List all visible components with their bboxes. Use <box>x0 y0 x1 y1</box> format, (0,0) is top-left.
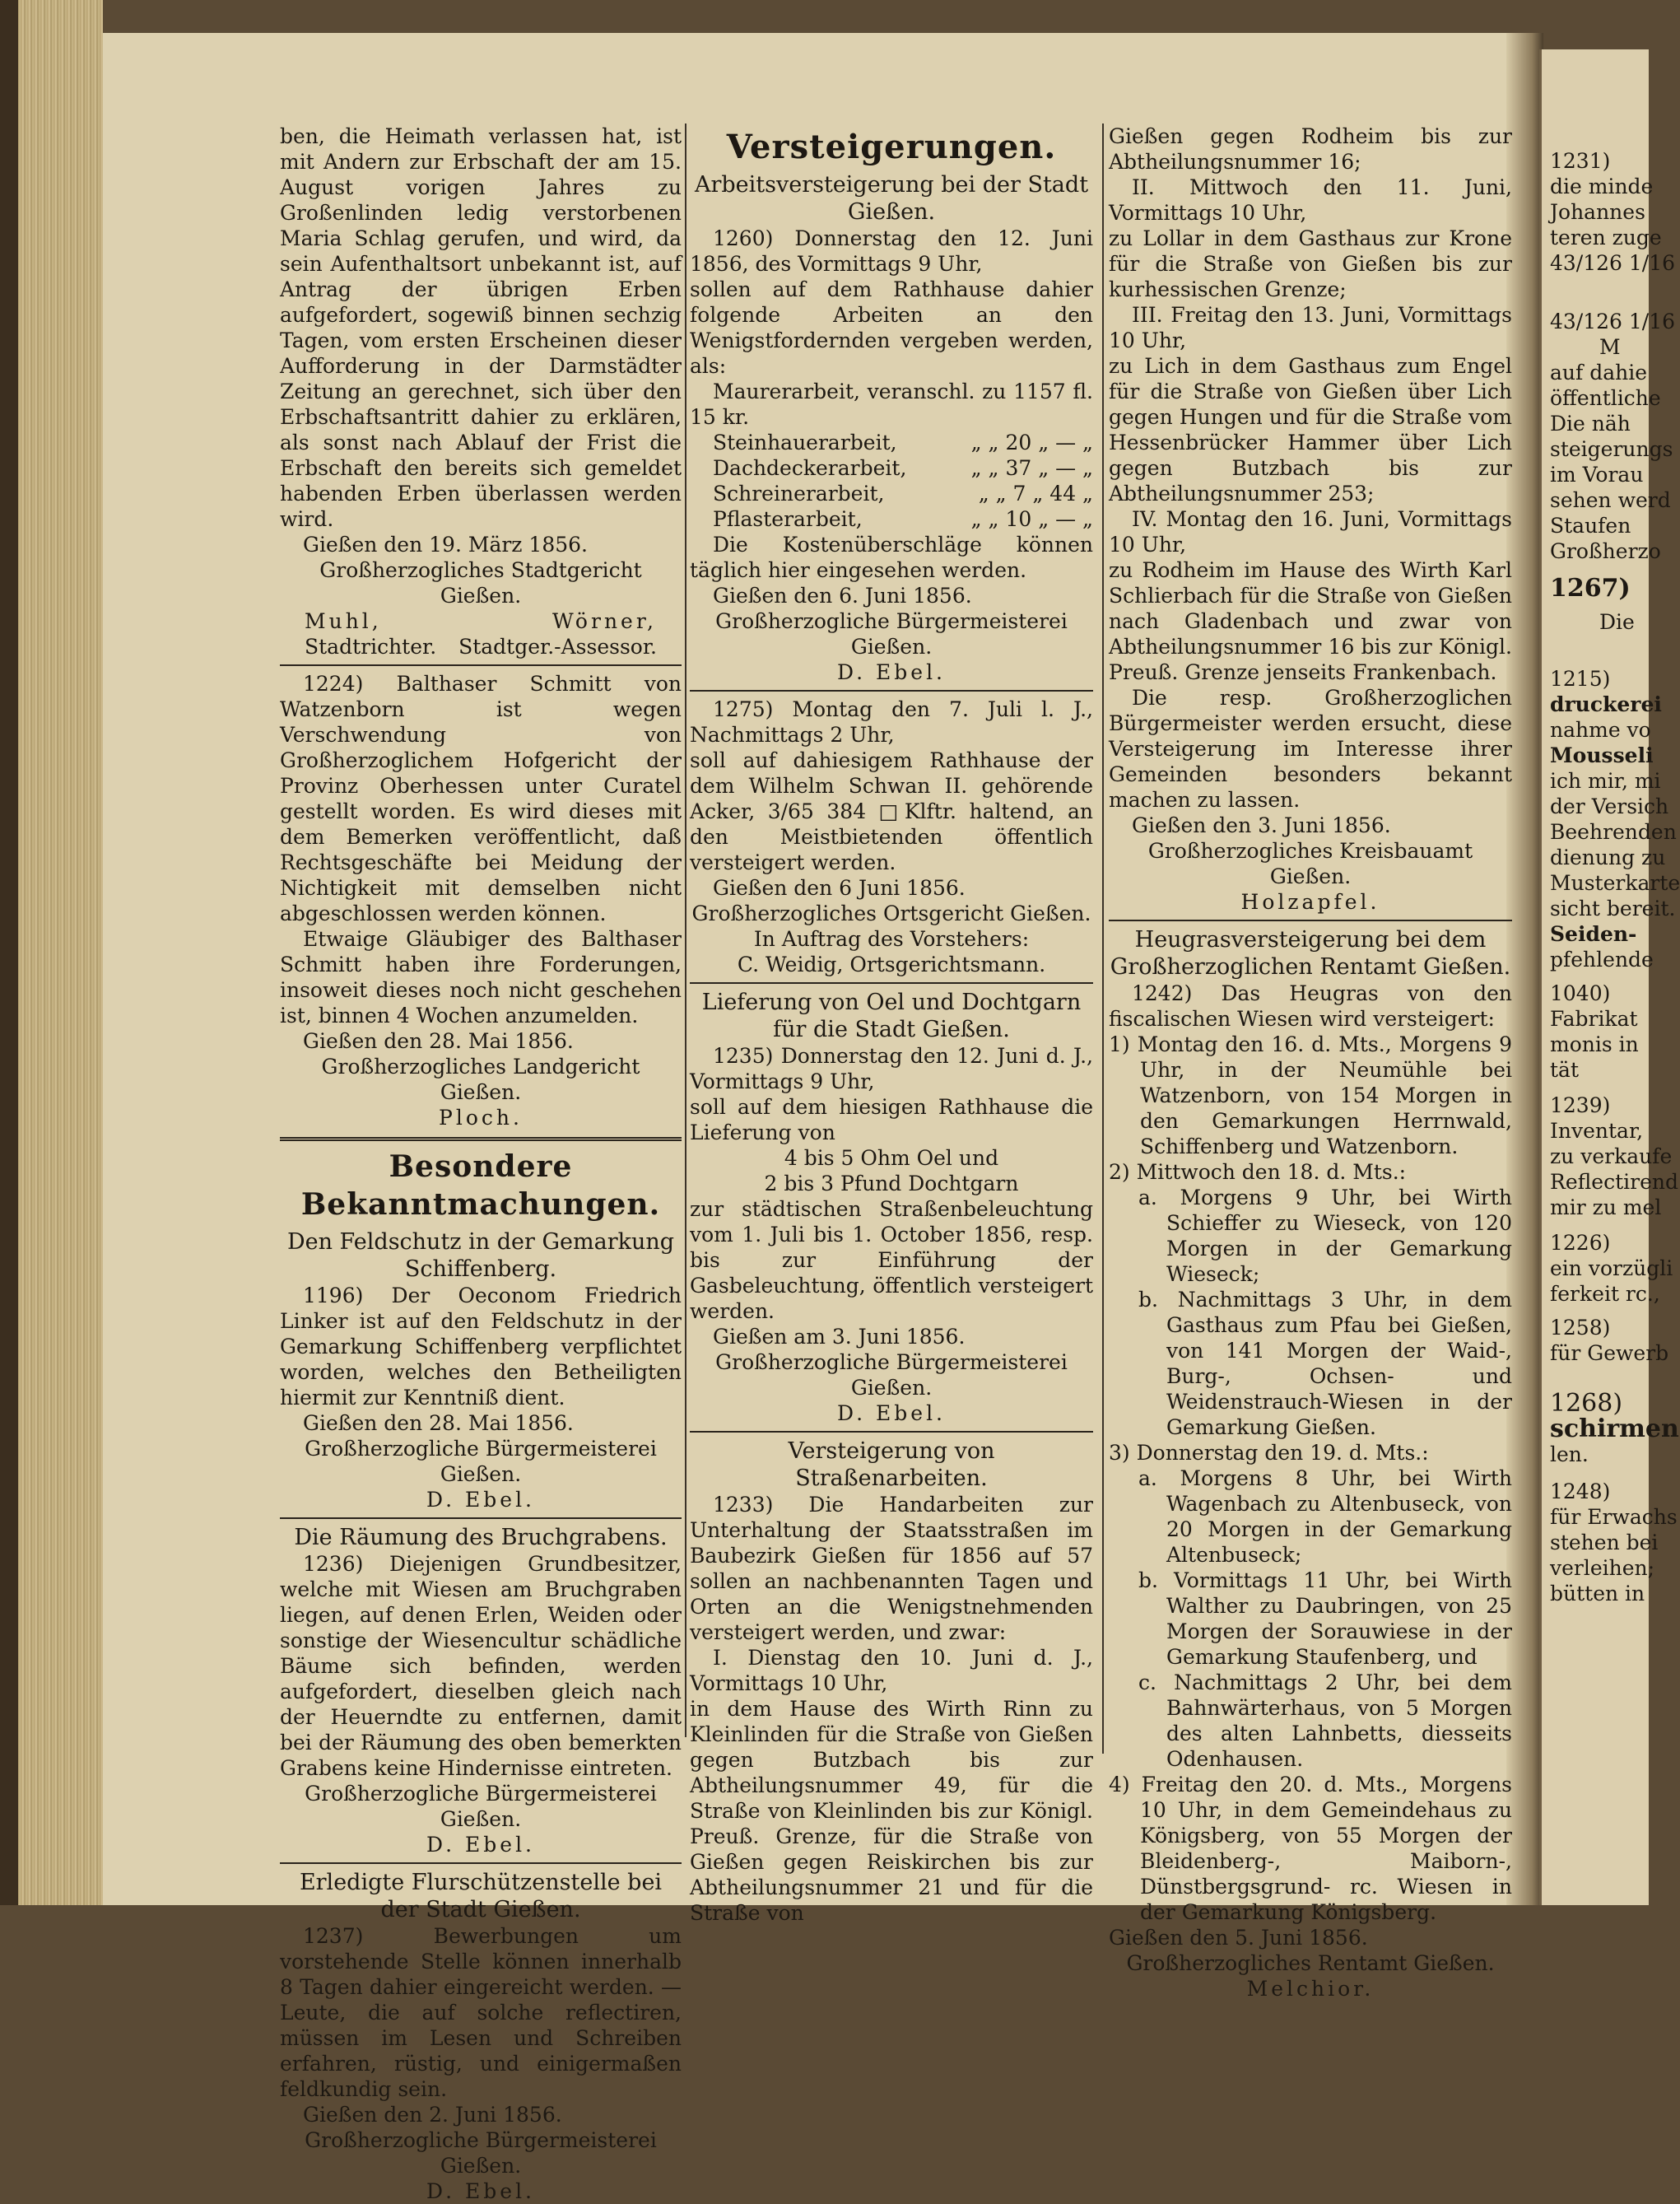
cost-row: Maurerarbeit, veranschl. zu 1157 fl. 15 kr. <box>690 380 1093 429</box>
text-line: auf dahie <box>1550 361 1648 384</box>
notice-text: III. Freitag den 13. Juni, Vormittags 10 Uhr, <box>1109 303 1512 352</box>
notice-date: Gießen den 6 Juni 1856. <box>713 876 966 900</box>
divider <box>1109 920 1512 921</box>
section-heading: Versteigerungen. <box>726 128 1057 166</box>
text-line: 43/126 1/16 <box>1550 251 1676 275</box>
notice-text: 1233) Die Handarbeiten zur Unterhaltung der Staatsstraßen im Baubezirk Gießen für 1856 auf 57 sollen an nachbenannten Tagen und Orten an die Wenigstnehmenden versteigert werden, und zwar: <box>690 1493 1093 1644</box>
notice-text: 1242) Das Heugras von den fiscalischen Wiesen wird versteigert: <box>1109 981 1512 1031</box>
notice-date: Gießen den 3. Juni 1856. <box>1132 813 1391 837</box>
cost-value: „ „ 7 „ 44 „ <box>978 482 1093 506</box>
divider <box>280 664 682 666</box>
text-line: 1231) <box>1550 149 1611 173</box>
notice-authority: Großherzogliche Bürgermeisterei Gießen. <box>305 1782 657 1831</box>
cost-label: Pflasterarbeit, <box>713 507 863 531</box>
text-line: 1268) <box>1550 1389 1623 1418</box>
text-line: 1239) <box>1550 1093 1611 1117</box>
notice-text: in dem Hause des Wirth Rinn zu Kleinlinden für die Straße von Gießen gegen Butzbach bis zur Abtheilungsnummer 49, für die Straße von Kleinlinden bis zur Königl. Preuß. Grenze, für die Straße von Gießen gegen Reiskirchen bis zur Abtheilungsnummer 21 und für die Straße von <box>690 1697 1093 1925</box>
notice-title: Die Räumung des Bruchgrabens. <box>294 1525 668 1550</box>
text-line: im Vorau <box>1550 463 1644 487</box>
text-line: 1040) <box>1550 981 1611 1005</box>
signature: D. Ebel. <box>426 1833 536 1857</box>
text-line: 1226) <box>1550 1231 1611 1255</box>
notice-date: Gießen den 19. März 1856. <box>303 533 588 557</box>
notice-text: Die resp. Großherzoglichen Bürgermeister werden ersucht, diese Versteigerung im Interesse ihrer Gemeinden besonders bekannt machen zu lassen. <box>1109 686 1512 812</box>
signature: C. Weidig, Ortsgerichtsmann. <box>737 953 1046 976</box>
text-line: 1258) <box>1550 1316 1611 1340</box>
list-item: a. Morgens 8 Uhr, bei Wirth Wagenbach zu Altenbuseck, von 20 Morgen in der Gemarkung Altenbuseck; <box>1138 1466 1512 1567</box>
divider <box>690 982 1093 984</box>
list-item: 4 bis 5 Ohm Oel und <box>784 1146 999 1170</box>
list-item: 1) Montag den 16. d. Mts., Morgens 9 Uhr, in der Neumühle bei Watzenborn, von 154 Morgen in den Gemarkungen Herrnwald, Schiffenberg und Watzenborn. <box>1109 1032 1512 1158</box>
text-line: len. <box>1550 1442 1589 1466</box>
list-item: b. Vormittags 11 Uhr, bei Wirth Walther zu Daubringen, von 25 Morgen der Sorauwiese in der Gemarkung Staufenberg, und <box>1138 1568 1512 1669</box>
signature-title: Stadtger.-Assessor. <box>458 635 657 659</box>
notice-text: Die Kostenüberschläge können täglich hier eingesehen werden. <box>690 533 1093 582</box>
text-line: Seiden- <box>1550 922 1637 946</box>
notice-text: 1224) Balthaser Schmitt von Watzenborn ist wegen Verschwendung von Großherzoglichem Hofgericht der Provinz Oberhessen unter Curatel gestellt worden. Es wird dieses mit dem Bemerken veröffentlicht, daß Rechtsgeschäfte bei Meidung der Nichtigkeit mit demselben nicht abgeschlossen werden können. <box>280 672 682 925</box>
text-line: ferkeit rc., <box>1550 1282 1660 1306</box>
notice-text: 1275) Montag den 7. Juli l. J., Nachmittags 2 Uhr, <box>690 697 1093 747</box>
text-line: für Gewerb <box>1550 1341 1669 1365</box>
cost-label: Dachdeckerarbeit, <box>713 456 907 480</box>
column-1 <box>280 123 682 2204</box>
signature: Melchior. <box>1246 1977 1375 2001</box>
text-line: steigerungs <box>1550 437 1673 461</box>
notice-date: Gießen den 28. Mai 1856. <box>303 1029 574 1053</box>
list-item: 4) Freitag den 20. d. Mts., Morgens 10 Uhr, in dem Gemeindehaus zu Königsberg, von 55 Morgen der Bleidenberg-, Maiborn-, Dünstbergsgrund- rc. Wiesen in der Gemarkung Königsberg. <box>1109 1773 1512 1924</box>
notice-title: Versteigerung von Straßenarbeiten. <box>788 1438 995 1491</box>
list-item: 2 bis 3 Pfund Dochtgarn <box>764 1172 1019 1195</box>
text-line: Die näh <box>1550 412 1631 436</box>
text-line: die minde <box>1550 175 1654 198</box>
book-cover-edge <box>0 0 18 1905</box>
notice-date: Gießen den 2. Juni 1856. <box>303 2103 562 2127</box>
text-line: Johannes <box>1550 200 1645 224</box>
signature: D. Ebel. <box>836 1401 947 1425</box>
notice-text: I. Dienstag den 10. Juni d. J., Vormittags 10 Uhr, <box>690 1646 1093 1695</box>
text-line: pfehlende <box>1550 948 1654 972</box>
signature: Ploch. <box>439 1106 523 1130</box>
list-item: 2) Mittwoch den 18. d. Mts.: <box>1109 1160 1407 1184</box>
text-line: 43/126 1/16 <box>1550 310 1676 333</box>
notice-text: zu Lollar in dem Gasthaus zur Krone für die Straße von Gießen bis zur kurhessischen Grenze; <box>1109 226 1512 301</box>
list-item: b. Nachmittags 3 Uhr, in dem Gasthaus zum Pfau bei Gießen, von 141 Morgen der Waid-, Burg-, Ochsen- und Weidenstrauch-Wiesen in der Gemarkung Gießen. <box>1138 1288 1512 1439</box>
notice-authority: Großherzogliches Rentamt Gießen. <box>1126 1951 1495 1975</box>
cost-label: Schreinerarbeit, <box>713 482 885 506</box>
text-line: sicht bereit. <box>1550 897 1676 920</box>
cost-label: Steinhauerarbeit, <box>713 431 897 454</box>
signature: D. Ebel. <box>426 1488 536 1512</box>
divider <box>280 1517 682 1519</box>
notice-title: Heugrasversteigerung bei dem Großherzoglichen Rentamt Gießen. <box>1110 927 1511 980</box>
text-line: M <box>1599 335 1621 359</box>
text-line: Musterkarte <box>1550 871 1680 895</box>
notice-text: Etwaige Gläubiger des Balthaser Schmitt haben ihre Forderungen, insoweit dieses noch nicht geschehen ist, binnen 4 Wochen anzumelden. <box>280 927 682 1027</box>
notice-authority: Großherzogliches Kreisbauamt Gießen. <box>1147 839 1473 888</box>
notice-text: zur städtischen Straßenbeleuchtung vom 1. Juli bis 1. October 1856, resp. bis zur Einführung der Gasbeleuchtung, öffentlich versteigert werden. <box>690 1197 1093 1323</box>
text-line: Die <box>1599 610 1635 634</box>
text-line: sehen werd <box>1550 488 1671 512</box>
text-line: für Erwachs <box>1550 1505 1678 1529</box>
notice-text: II. Mittwoch den 11. Juni, Vormittags 10 Uhr, <box>1109 175 1512 225</box>
text-line: Staufen <box>1550 514 1631 538</box>
notice-date: Gießen den 6. Juni 1856. <box>713 584 972 608</box>
text-line: der Versich <box>1550 794 1669 818</box>
notice-date: Gießen am 3. Juni 1856. <box>713 1325 966 1349</box>
notice-date: Gießen den 28. Mai 1856. <box>303 1411 574 1435</box>
text-line: schirmen <box>1550 1414 1679 1443</box>
signature: Holzapfel. <box>1240 890 1380 914</box>
text-line: mir zu mel <box>1550 1195 1662 1219</box>
column-2 <box>690 123 1093 1926</box>
signature: Muhl, <box>305 609 382 633</box>
notice-authority: Großherzogliches Landgericht Gießen. <box>321 1055 640 1104</box>
notice-authority: Großherzogliche Bürgermeisterei Gießen. <box>715 609 1068 659</box>
cost-value: „ „ 10 „ — „ <box>970 507 1093 531</box>
column-3 <box>1109 123 1512 2001</box>
section-heading: Besondere Bekanntmachungen. <box>300 1149 661 1222</box>
divider <box>280 1137 682 1141</box>
notice-title: Erledigte Flurschützenstelle bei der Stadt Gießen. <box>299 1870 663 1922</box>
text-line: Beehrenden <box>1550 820 1677 844</box>
notice-text: 1235) Donnerstag den 12. Juni d. J., Vormittags 9 Uhr, <box>690 1044 1093 1093</box>
text-line: Fabrikat <box>1550 1007 1638 1031</box>
column-rule <box>1102 123 1104 1754</box>
text-line: 1248) <box>1550 1479 1611 1503</box>
text-line: nahme vo <box>1550 718 1651 742</box>
notice-authority: Großherzogliche Bürgermeisterei Gießen. <box>305 2128 657 2178</box>
text-line: 1215) <box>1550 667 1611 691</box>
notice-text: 1236) Diejenigen Grundbesitzer, welche mit Wiesen am Bruchgraben liegen, auf denen Erlen, Weiden oder sonstige der Wiesencultur schädliche Bäume sich befinden, werden aufgefordert, dieselben gleich nach der Heuerndte zu entfernen, damit bei der Räumung des oben bemerkten Grabens keine Hindernisse eintreten. <box>280 1552 682 1780</box>
notice-authority: Großherzogliches Ortsgericht Gießen. <box>691 902 1091 925</box>
facing-page <box>1539 49 1680 1905</box>
text-line: Mousseli <box>1550 743 1654 767</box>
notice-title: Arbeitsversteigerung bei der Stadt Gießen. <box>694 172 1089 225</box>
notice-text: IV. Montag den 16. Juni, Vormittags 10 Uhr, <box>1109 507 1512 557</box>
text-line: Reflectirend <box>1550 1170 1678 1194</box>
text-line: verleihen; <box>1550 1556 1655 1580</box>
notice-text: 1237) Bewerbungen um vorstehende Stelle können innerhalb 8 Tagen dahier eingereicht werden. — Leute, die auf solche reflectiren, müssen im Lesen und Schreiben erfahren, rüstig, und einigermaßen feldkundig sein. <box>280 1924 682 2101</box>
notice-text: zu Lich in dem Gasthaus zum Engel für die Straße von Gießen über Lich gegen Hungen und für die Straße vom Hessenbrücker Hammer über Lich gegen Butzbach bis zur Abtheilungsnummer 253; <box>1109 354 1512 506</box>
cost-value: „ „ 20 „ — „ <box>970 431 1093 454</box>
notice-text: sollen auf dem Rathhause dahier folgende Arbeiten an den Wenigstfordernden vergeben werden, als: <box>690 277 1093 378</box>
text-line: öffentliche <box>1550 386 1661 410</box>
notice-authority: Großherzogliche Bürgermeisterei Gießen. <box>305 1437 657 1486</box>
text-line: teren zuge <box>1550 226 1662 249</box>
list-item: a. Morgens 9 Uhr, bei Wirth Schieffer zu Wieseck, von 120 Morgen in der Gemarkung Wieseck; <box>1138 1186 1512 1286</box>
text-line: 1267) <box>1550 574 1631 603</box>
text-line: monis in <box>1550 1032 1639 1056</box>
divider <box>690 1431 1093 1433</box>
text-line: tät <box>1550 1058 1579 1082</box>
text-line: Inventar, <box>1550 1119 1644 1143</box>
list-item: c. Nachmittags 2 Uhr, bei dem Bahnwärterhaus, von 5 Morgen des alten Lahnbetts, diesseits Odenhausen. <box>1138 1670 1512 1771</box>
text-line: druckerei <box>1550 692 1662 716</box>
signature: D. Ebel. <box>426 2179 536 2203</box>
notice-title: Lieferung von Oel und Dochtgarn für die Stadt Gießen. <box>701 990 1082 1042</box>
notice-text: soll auf dahiesigem Rathhause der dem Wilhelm Schwan II. gehörende Acker, 3/65 384 □Klftr. haltend, an den Meistbietenden öffentlich versteigert werden. <box>690 748 1093 874</box>
cost-value: „ „ 37 „ — „ <box>970 456 1093 480</box>
notice-title: Den Feldschutz in der Gemarkung Schiffenberg. <box>286 1229 675 1282</box>
notice-date: Gießen den 5. Juni 1856. <box>1109 1926 1368 1950</box>
list-item: 3) Donnerstag den 19. d. Mts.: <box>1109 1441 1429 1465</box>
signature: D. Ebel. <box>836 660 947 684</box>
text-line: Großherzo <box>1550 539 1661 563</box>
signature: Wörner, <box>551 609 657 633</box>
text-line: ein vorzügli <box>1550 1256 1673 1280</box>
notice-authority: In Auftrag des Vorstehers: <box>753 927 1030 951</box>
divider <box>690 690 1093 692</box>
text-line: ich mir, mi <box>1550 769 1661 793</box>
facing-page-text <box>1550 148 1680 1606</box>
notice-authority: Großherzogliches Stadtgericht Gießen. <box>319 558 642 608</box>
text-line: zu verkaufe <box>1550 1144 1673 1168</box>
text-line: stehen bei <box>1550 1531 1659 1554</box>
notice-text: soll auf dem hiesigen Rathhause die Lieferung von <box>690 1095 1093 1144</box>
text-line: bütten in <box>1550 1582 1645 1605</box>
text-line: dienung zu <box>1550 846 1666 869</box>
notice-authority: Großherzogliche Bürgermeisterei Gießen. <box>715 1350 1068 1400</box>
signature-title: Stadtrichter. <box>305 635 437 659</box>
divider <box>280 1862 682 1864</box>
notice-text: ben, die Heimath verlassen hat, ist mit Andern zur Erbschaft der am 15. August vorigen Jahres zu Großenlinden ledig verstorbenen Maria Schlag gerufen, und wird, da sein Aufenthaltsort unbekannt ist, auf Antrag der übrigen Erben aufgefordert, sogewiß binnen sechzig Tagen, vom ersten Erscheinen dieser Aufforderung in der Darmstädter Zeitung an gerechnet, sich über den Erbschaftsantritt dahier zu erklären, als sonst nach Ablauf der Frist die Erbschaft den bereits sich gemeldet habenden Erben überlassen werden wird. <box>280 124 682 531</box>
notice-text: 1196) Der Oeconom Friedrich Linker ist auf den Feldschutz in der Gemarkung Schiffenberg verpflichtet worden, welches den Betheiligten hiermit zur Kenntniß dient. <box>280 1284 682 1410</box>
notice-text: Gießen gegen Rodheim bis zur Abtheilungsnummer 16; <box>1109 124 1512 174</box>
notice-text: zu Rodheim im Hause des Wirth Karl Schlierbach für die Straße von Gießen nach Gladenbach und zwar von Abtheilungsnummer 16 bis zur Königl. Preuß. Grenze jenseits Frankenbach. <box>1109 558 1512 684</box>
notice-text: 1260) Donnerstag den 12. Juni 1856, des Vormittags 9 Uhr, <box>690 226 1093 276</box>
column-rule <box>685 123 686 1737</box>
